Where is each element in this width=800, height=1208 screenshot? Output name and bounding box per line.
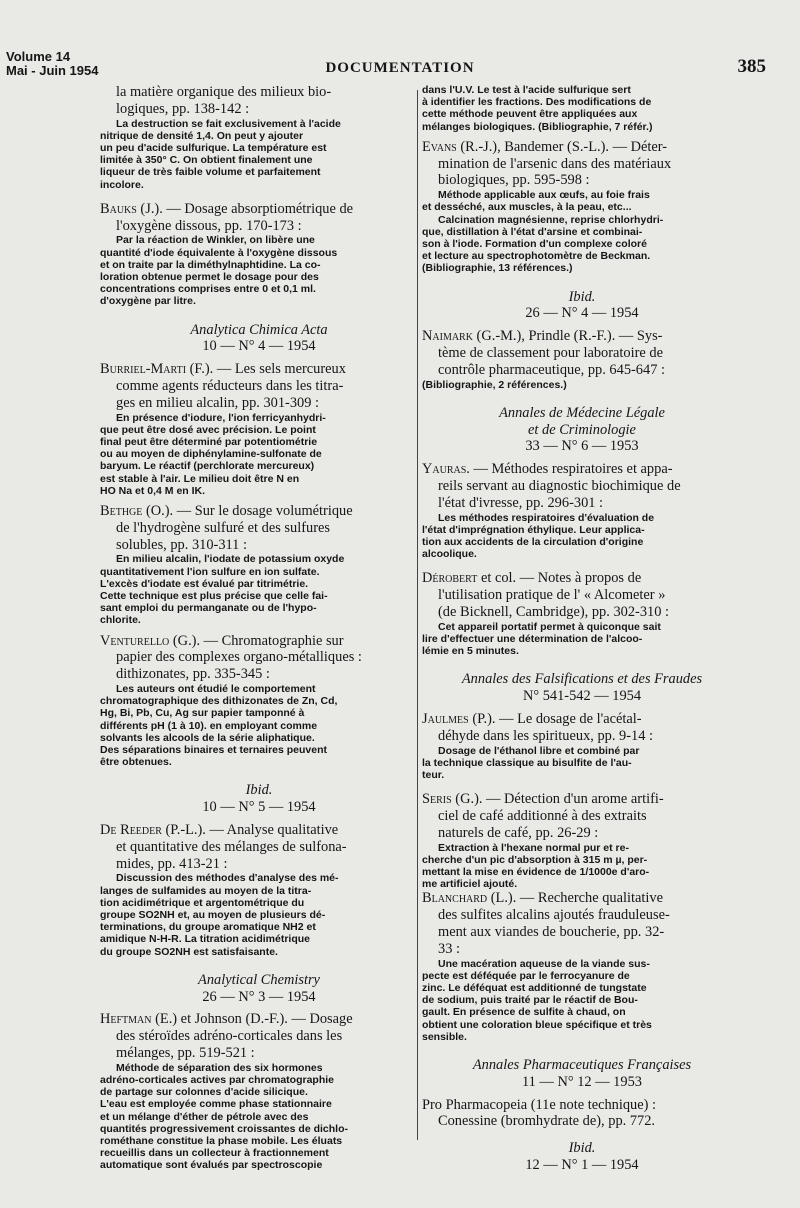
entry-line: papier des complexes organo-métalliques : [116, 649, 362, 666]
entry-derobert [422, 570, 742, 657]
journal-title: Annales de Médecine Légale [499, 404, 665, 421]
abstract-line: cette méthode peuvent être appliquées aux [422, 108, 638, 121]
entry-line: (P.-L.). — Analyse qualitative [161, 822, 339, 839]
section-title: DOCUMENTATION [325, 60, 475, 76]
abstract-line: terminations, du groupe aromatique NH2 et [100, 921, 316, 934]
author-name: Naimark [422, 328, 473, 345]
abstract-line: L'eau est employée comme phase stationnaire [100, 1098, 332, 1111]
abstract-line: sensible. [422, 1030, 467, 1043]
abstract-line: teur. [422, 769, 445, 781]
entry-line: déhyde dans les spiritueux, pp. 9-14 : [438, 727, 654, 744]
entry-de-reeder [100, 822, 418, 958]
entry-line: Pro Pharmacopeia (11e note technique) : [422, 1096, 657, 1113]
abstract-line: que peut être dosé avec précision. Le point [100, 423, 316, 436]
abstract-line: nitrique de densité 1,4. On peut y ajouter [100, 129, 304, 142]
abstract-line: En milieu alcalin, l'iodate de potassium oxyde [116, 553, 345, 566]
journal-title: Ibid. [245, 782, 273, 799]
author-name: Bauks [100, 200, 137, 217]
abstract-line: solvants les alcools de la série aliphatique. [100, 731, 315, 744]
right-column [422, 84, 742, 1174]
entry-line: ges en milieu alcalin, pp. 301-309 : [116, 394, 320, 411]
entry-seris [422, 791, 742, 890]
abstract-line: concentrations comprises entre 0 et 0,1 ml. [100, 283, 316, 296]
issue-heading: 10 — N° 4 — 1954 [202, 338, 316, 355]
entry-line: l'état d'ivresse, pp. 296-301 : [438, 494, 604, 511]
abstract-line: chromatographique des dithizonates de Zn, Cd, [100, 695, 338, 708]
entry-line: (J.). — Dosage absorptiométrique de [136, 200, 354, 217]
abstract-line: ou au moyen de diphénylamine-sulfonate de [100, 448, 322, 461]
entry-line: reils servant au diagnostic biochimique de [438, 478, 681, 494]
abstract-line: du groupe SO2NH est satisfaisante. [100, 945, 278, 958]
entry-line: et quantitative des mélanges de sulfona- [116, 838, 347, 855]
journal-title: Analytical Chemistry [198, 971, 320, 988]
abstract-line: mettant la mise en évidence de 1/1000e d'aro- [422, 866, 650, 878]
abstract-line: automatique sont évalués par spectroscopie [100, 1159, 323, 1172]
author-name: Burriel-Marti [100, 361, 187, 378]
abstract-line: quantités progressivement croissantes de dichlo- [100, 1122, 348, 1135]
abstract-line: d'oxygène par litre. [100, 295, 196, 308]
entry-line: la matière organique des milieux bio- [116, 84, 332, 100]
entry-line: Conessine (bromhydrate de), pp. 772. [438, 1113, 656, 1130]
abstract-line: loration obtenue permet le dosage pour des [100, 271, 319, 284]
abstract-line: L'excès d'iodate est évalué par titrimétrie. [100, 577, 309, 590]
abstract-line: Discussion des méthodes d'analyse des mé- [116, 872, 339, 885]
abstract-line: obtient une coloration bleue spécifique et très [422, 1018, 652, 1031]
author-name: Yauras [422, 461, 467, 478]
abstract-line: groupe SO2NH et, au moyen de plusieurs dé- [100, 909, 326, 922]
abstract-line: et on traite par la diméthylnaphtidine. La co- [100, 258, 321, 271]
abstract-line: zinc. Le déféquat est additionné de tungstate [422, 982, 647, 994]
entry-line: ment aux viandes de boucherie, pp. 32- [438, 924, 665, 940]
abstract-line: lire d'effectuer une détermination de l'alcoo- [422, 633, 643, 645]
entry-line: 33 : [438, 940, 460, 957]
abstract-line: alcoolique. [422, 548, 477, 561]
abstract-line: lémie en 5 minutes. [422, 645, 519, 658]
journal-title: Annales Pharmaceutiques Françaises [472, 1057, 692, 1074]
entry-line: biologiques, pp. 595-598 : [438, 172, 590, 189]
abstract-line: Méthode de séparation des six hormones [116, 1061, 323, 1074]
entry-bethge [100, 503, 418, 627]
abstract-line: de sodium, puis traité par le réactif de Bou- [422, 994, 638, 1007]
abstract-line: Dosage de l'éthanol libre et combiné par [438, 744, 640, 757]
abstract-line: (Bibliographie, 2 références.) [422, 378, 567, 391]
entry-line: naturels de café, pp. 26-29 : [438, 824, 599, 841]
volume-label: Volume 14 [6, 49, 71, 64]
entry-line: (L.). — Recherche qualitative [487, 890, 663, 907]
abstract-line: adréno-corticales actives par chromatographie [100, 1074, 334, 1087]
abstract-line: HO Na et 0,4 M en IK. [100, 484, 206, 497]
abstract-line: différents pH (1 à 10). en employant comme [100, 719, 318, 732]
abstract-line: quantitativement l'ion sulfure en ion sulfate. [100, 565, 320, 578]
author-name: Bethge [100, 503, 143, 520]
abstract-line: un peu d'acide sulfurique. La température est [100, 142, 327, 154]
issue-heading: 26 — N° 4 — 1954 [525, 305, 639, 322]
entry-line: et col. — Notes à propos de [477, 570, 642, 587]
entry-heftman-continued [422, 84, 742, 133]
entry-burriel [100, 361, 418, 497]
issue-heading: 26 — N° 3 — 1954 [202, 988, 316, 1005]
entry-yauras [422, 461, 742, 560]
abstract-line: final peut être déterminé par potentiométrie [100, 436, 318, 449]
abstract-line: Méthode applicable aux œufs, au foie frais [438, 189, 650, 202]
journal-title: Analytica Chimica Acta [190, 321, 328, 338]
page-number: 385 [737, 56, 766, 77]
entry-jaulmes [422, 711, 742, 781]
abstract-line: Une macération aqueuse de la viande sus- [438, 957, 650, 970]
abstract-line: et desséché, aux muscles, à la peau, etc... [422, 201, 632, 214]
entry-line: tème de classement pour laboratoire de [438, 345, 663, 362]
entry-line: (de Bicknell, Cambridge), pp. 302-310 : [438, 604, 670, 620]
issue-heading: 10 — N° 5 — 1954 [202, 799, 316, 816]
entry-intro [100, 84, 418, 191]
abstract-line: baryum. Le réactif (perchlorate mercureux) [100, 460, 315, 473]
journal-title: Ibid. [568, 1140, 596, 1157]
entry-line: (F.). — Les sels mercureux [186, 361, 346, 378]
issue-heading: 12 — N° 1 — 1954 [525, 1157, 639, 1173]
abstract-line: tion acidimétrique et argentométrique du [100, 896, 305, 909]
abstract-line: est stable à l'air. Le milieu doit être N en [100, 472, 300, 485]
abstract-line: à identifier les fractions. Des modifications de [422, 96, 652, 109]
abstract-line: La destruction se fait exclusivement à l'acide [116, 117, 341, 130]
abstract-line: chlorite. [100, 614, 141, 627]
abstract-line: amidique N-H-R. La titration acidimétrique [100, 933, 311, 946]
abstract-line: Calcination magnésienne, reprise chlorhydri- [438, 213, 664, 226]
abstract-line: Les auteurs ont étudié le comportement [116, 683, 316, 696]
left-column [100, 84, 418, 1172]
entry-line: de l'hydrogène sulfuré et des sulfures [116, 519, 330, 536]
abstract-line: Extraction à l'hexane normal pur et re- [438, 841, 629, 854]
author-name: Blanchard [422, 890, 488, 907]
entry-evans [422, 139, 742, 275]
abstract-line: son à l'iode. Formation d'un complexe coloré [422, 238, 647, 251]
journal-title: Ibid. [568, 288, 596, 305]
issue-label: Mai - Juin 1954 [6, 63, 99, 78]
abstract-line: quantité d'iode équivalente à l'oxygène dissous [100, 246, 338, 259]
entry-line: (R.-J.), Bandemer (S.-L.). — Déter- [456, 138, 668, 155]
abstract-line: Hg, Bi, Pb, Cu, Ag sur papier tamponné à [100, 707, 305, 720]
abstract-line: incolore. [100, 178, 144, 191]
abstract-line: la technique classique au bisulfite de l'au- [422, 756, 632, 769]
entry-naimark [422, 328, 742, 391]
author-name: Venturello [100, 632, 170, 649]
abstract-line: rométhane constitue la phase mobile. Les éluats [100, 1135, 343, 1148]
abstract-line: tion aux accidents de la circulation d'origine [422, 536, 644, 548]
abstract-line: cherche d'un pic d'absorption à 315 m µ, per- [422, 853, 648, 866]
entry-line: logiques, pp. 138-142 : [116, 100, 250, 117]
abstract-line: Cet appareil portatif permet à quiconque sait [438, 620, 661, 633]
author-name: Seris [422, 791, 452, 808]
entry-line: ciel de café additionné à des extraits [438, 808, 647, 824]
abstract-line: dans l'U.V. Le test à l'acide sulfurique sert [422, 84, 631, 96]
abstract-line: langes de sulfamides au moyen de la titra- [100, 884, 312, 897]
abstract-line: limitée à 350° C. On obtient finalement une [100, 154, 313, 167]
author-name: Heftman [100, 1011, 152, 1028]
abstract-line: et un mélange d'éther de pétrole avec des [100, 1110, 309, 1123]
entry-line: des stéroïdes adréno-corticales dans les [116, 1028, 343, 1045]
journal-title: et de Criminologie [528, 421, 636, 438]
entry-venturello [100, 633, 418, 769]
abstract-line: que, distillation à l'état d'arsine et combinai- [422, 225, 643, 238]
entry-line: (G.). — Détection d'un arome artifi- [451, 791, 664, 808]
entry-line: (E.) et Johnson (D.-F.). — Dosage [151, 1011, 353, 1028]
entry-pro-pharmacopeia [422, 1097, 742, 1131]
entry-line: (O.). — Sur le dosage volumétrique [142, 503, 353, 520]
entry-line: . — Méthodes respiratoires et appa- [466, 461, 673, 478]
entry-blanchard [422, 890, 742, 1043]
abstract-line: de partage sur colonnes d'acide silicique. [100, 1086, 308, 1099]
journal-title: Annales des Falsifications et des Fraudes [461, 671, 703, 688]
author-name: De Reeder [100, 822, 162, 839]
abstract-line: et lecture au spectrophotomètre de Beckman. [422, 250, 651, 263]
author-name: Dérobert [422, 570, 478, 587]
abstract-line: pecte est déféquée par le ferrocyanure de [422, 969, 630, 982]
entry-line: contrôle pharmaceutique, pp. 645-647 : [438, 361, 665, 378]
abstract-line: En présence d'iodure, l'ion ferricyanhydri- [116, 411, 326, 424]
abstract-line: Les méthodes respiratoires d'évaluation de [438, 511, 655, 524]
issue-heading: 33 — N° 6 — 1953 [525, 438, 639, 455]
entry-line: solubles, pp. 310-311 : [116, 536, 247, 553]
entry-bauks [100, 201, 418, 308]
author-name: Jaulmes [422, 711, 469, 727]
issue-heading: 11 — N° 12 — 1953 [522, 1073, 642, 1090]
entry-line: l'oxygène dissous, pp. 170-173 : [116, 217, 302, 234]
abstract-line: (Bibliographie, 13 références.) [422, 262, 573, 275]
entry-line: mélanges, pp. 519-521 : [116, 1045, 255, 1062]
abstract-line: liqueur de très faible volume et parfaitement [100, 166, 321, 179]
abstract-line: être obtenues. [100, 756, 172, 769]
entry-line: l'utilisation pratique de l' « Alcometer » [438, 587, 666, 604]
author-name: Evans [422, 138, 457, 155]
abstract-line: l'état d'imprégnation éthylique. Leur applica- [422, 523, 645, 536]
issue-heading: N° 541-542 — 1954 [522, 688, 642, 705]
entry-line: (G.-M.), Prindle (R.-F.). — Sys- [472, 328, 663, 345]
entry-line: comme agents réducteurs dans les titra- [116, 378, 344, 395]
abstract-line: Par la réaction de Winkler, on libère une [116, 234, 315, 247]
abstract-line: sant emploi du permanganate ou de l'hypo- [100, 602, 317, 615]
entry-heftman [100, 1011, 418, 1171]
abstract-line: me artificiel ajouté. [422, 878, 518, 891]
abstract-line: recueillis dans un collecteur à fractionnement [100, 1147, 329, 1160]
abstract-line: Des séparations binaires et ternaires peuvent [100, 744, 328, 757]
abstract-line: Cette technique est plus précise que celle fai- [100, 590, 328, 603]
entry-line: mides, pp. 413-21 : [116, 855, 228, 872]
entry-line: (P.). — Le dosage de l'acétal- [468, 711, 642, 727]
entry-line: (G.). — Chromatographie sur [169, 632, 344, 649]
entry-line: dithizonates, pp. 335-345 : [116, 666, 270, 683]
entry-line: mination de l'arsenic dans des matériaux [438, 155, 672, 172]
abstract-line: mélanges biologiques. (Bibliographie, 7 référ.) [422, 120, 653, 133]
abstract-line: gault. En présence de sulfite à chaud, on [422, 1006, 626, 1019]
entry-line: des sulfites alcalins ajoutés frauduleuse- [438, 907, 670, 924]
